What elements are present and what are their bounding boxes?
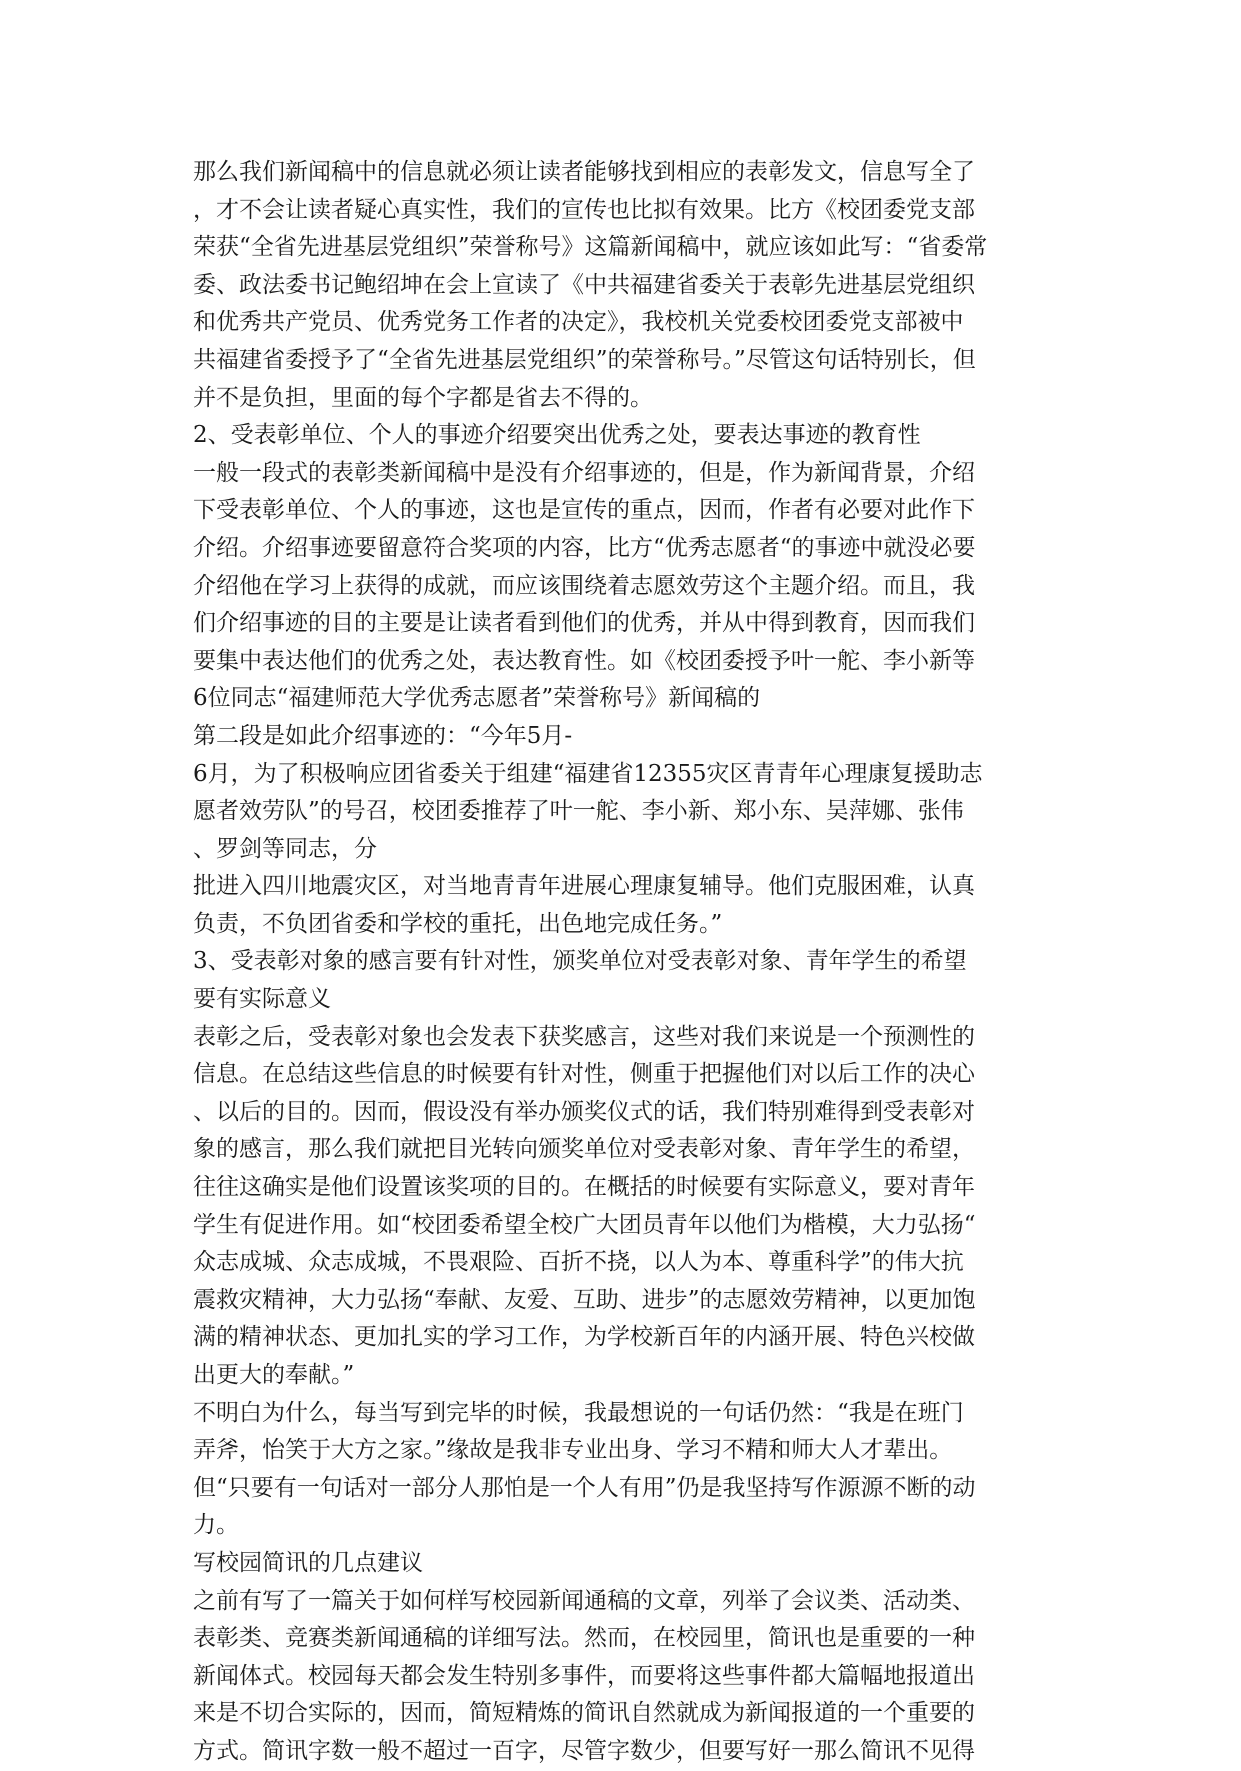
text-line: 学生有促进作用。如“校团委希望全校广大团员青年以他们为楷模，大力弘扬“ [193,1211,976,1238]
text-line: 并不是负担，里面的每个字都是省去不得的。 [193,384,653,411]
text-line: 批进入四川地震灾区，对当地青青年进展心理康复辅导。他们克服困难，认真 [193,873,975,900]
section-heading: 3、受表彰对象的感言要有针对性，颁奖单位对受表彰对象、青年学生的希望 [193,948,967,975]
section-heading: 要有实际意义 [193,986,331,1013]
text-line: 新闻体式。校园每天都会发生特别多事件，而要将这些事件都大篇幅地报道出 [193,1662,975,1689]
text-line: 震救灾精神，大力弘扬“奉献、友爱、互助、进步”的志愿效劳精神，以更加饱 [193,1286,976,1313]
section-heading: 写校园简讯的几点建议 [193,1549,423,1576]
text-line: 负责，不负团省委和学校的重托，出色地完成任务。” [193,910,723,937]
text-line: 众志成城、众志成城，不畏艰险、百折不挠，以人为本、尊重科学”的伟大抗 [193,1249,964,1276]
text-line: ，才不会让读者疑心真实性，我们的宣传也比拟有效果。比方《校团委党支部 [193,196,975,223]
text-line: 来是不切合实际的，因而，简短精炼的简讯自然就成为新闻报道的一个重要的 [193,1700,975,1727]
text-line: 一般一段式的表彰类新闻稿中是没有介绍事迹的，但是，作为新闻背景，介绍 [193,459,975,486]
text-line: 但“只要有一句话对一部分人那怕是一个人有用”仍是我坚持写作源源不断的动 [193,1474,976,1501]
text-line: 表彰之后，受表彰对象也会发表下获奖感言，这些对我们来说是一个预测性的 [193,1023,975,1050]
text-line: 6位同志“福建师范大学优秀志愿者”荣誉称号》新闻稿的 [193,685,761,712]
text-line: 们介绍事迹的目的主要是让读者看到他们的优秀，并从中得到教育，因而我们 [193,610,975,637]
text-line: 、以后的目的。因而，假设没有举办颁奖仪式的话，我们特别难得到受表彰对 [193,1098,975,1125]
text-line: 满的精神状态、更加扎实的学习工作，为学校新百年的内涵开展、特色兴校做 [193,1324,975,1351]
text-line: 6月，为了积极响应团省委关于组建“福建省12355灾区青青年心理康复援助志 [193,760,983,787]
text-line: 方式。简讯字数一般不超过一百字，尽管字数少，但要写好一那么简讯不见得 [193,1737,975,1764]
text-line: 委、政法委书记鲍绍坤在会上宣读了《中共福建省委关于表彰先进基层党组织 [193,271,975,298]
text-line: 出更大的奉献。” [193,1362,355,1388]
text-line: 第二段是如此介绍事迹的：“今年5月- [193,722,573,749]
text-line: 介绍他在学习上获得的成就，而应该围绕着志愿效劳这个主题介绍。而且，我 [193,572,975,599]
text-line: 介绍。介绍事迹要留意符合奖项的内容，比方“优秀志愿者“的事迹中就没必要 [193,534,976,561]
text-line: 、罗剑等同志，分 [193,835,377,862]
text-line: 荣获“全省先进基层党组织”荣誉称号》这篇新闻稿中，就应该如此写：“省委常 [193,234,988,261]
text-line: 信息。在总结这些信息的时候要有针对性，侧重于把握他们对以后工作的决心 [193,1061,975,1088]
text-line: 弄斧，怡笑于大方之家。”缘故是我非专业出身、学习不精和师大人才辈出。 [193,1437,953,1464]
text-line: 要集中表达他们的优秀之处，表达教育性。如《校团委授予叶一舵、李小新等 [193,647,975,674]
text-line: 力。 [193,1512,239,1539]
text-line: 共福建省委授予了“全省先进基层党组织”的荣誉称号。”尽管这句话特别长，但 [193,346,976,373]
text-line: 之前有写了一篇关于如何样写校园新闻通稿的文章，列举了会议类、活动类、 [193,1587,975,1614]
text-line: 下受表彰单位、个人的事迹，这也是宣传的重点，因而，作者有必要对此作下 [193,497,975,524]
text-line: 和优秀共产党员、优秀党务工作者的决定》，我校机关党委校团委党支部被中 [193,309,964,336]
text-line: 愿者效劳队”的号召，校团委推荐了叶一舵、李小新、郑小东、吴萍娜、张伟 [193,798,964,825]
text-line: 往往这确实是他们设置该奖项的目的。在概括的时候要有实际意义，要对青年 [193,1174,975,1201]
text-line: 那么我们新闻稿中的信息就必须让读者能够找到相应的表彰发文，信息写全了 [193,159,975,185]
document-body [193,154,1073,1771]
text-line: 象的感言，那么我们就把目光转向颁奖单位对受表彰对象、青年学生的希望， [193,1136,975,1163]
section-heading: 2、受表彰单位、个人的事迹介绍要突出优秀之处，要表达事迹的教育性 [193,422,921,449]
text-line: 不明白为什么，每当写到完毕的时候，我最想说的一句话仍然：“我是在班门 [193,1399,964,1426]
text-line: 表彰类、竞赛类新闻通稿的详细写法。然而，在校园里，简讯也是重要的一种 [193,1625,975,1652]
